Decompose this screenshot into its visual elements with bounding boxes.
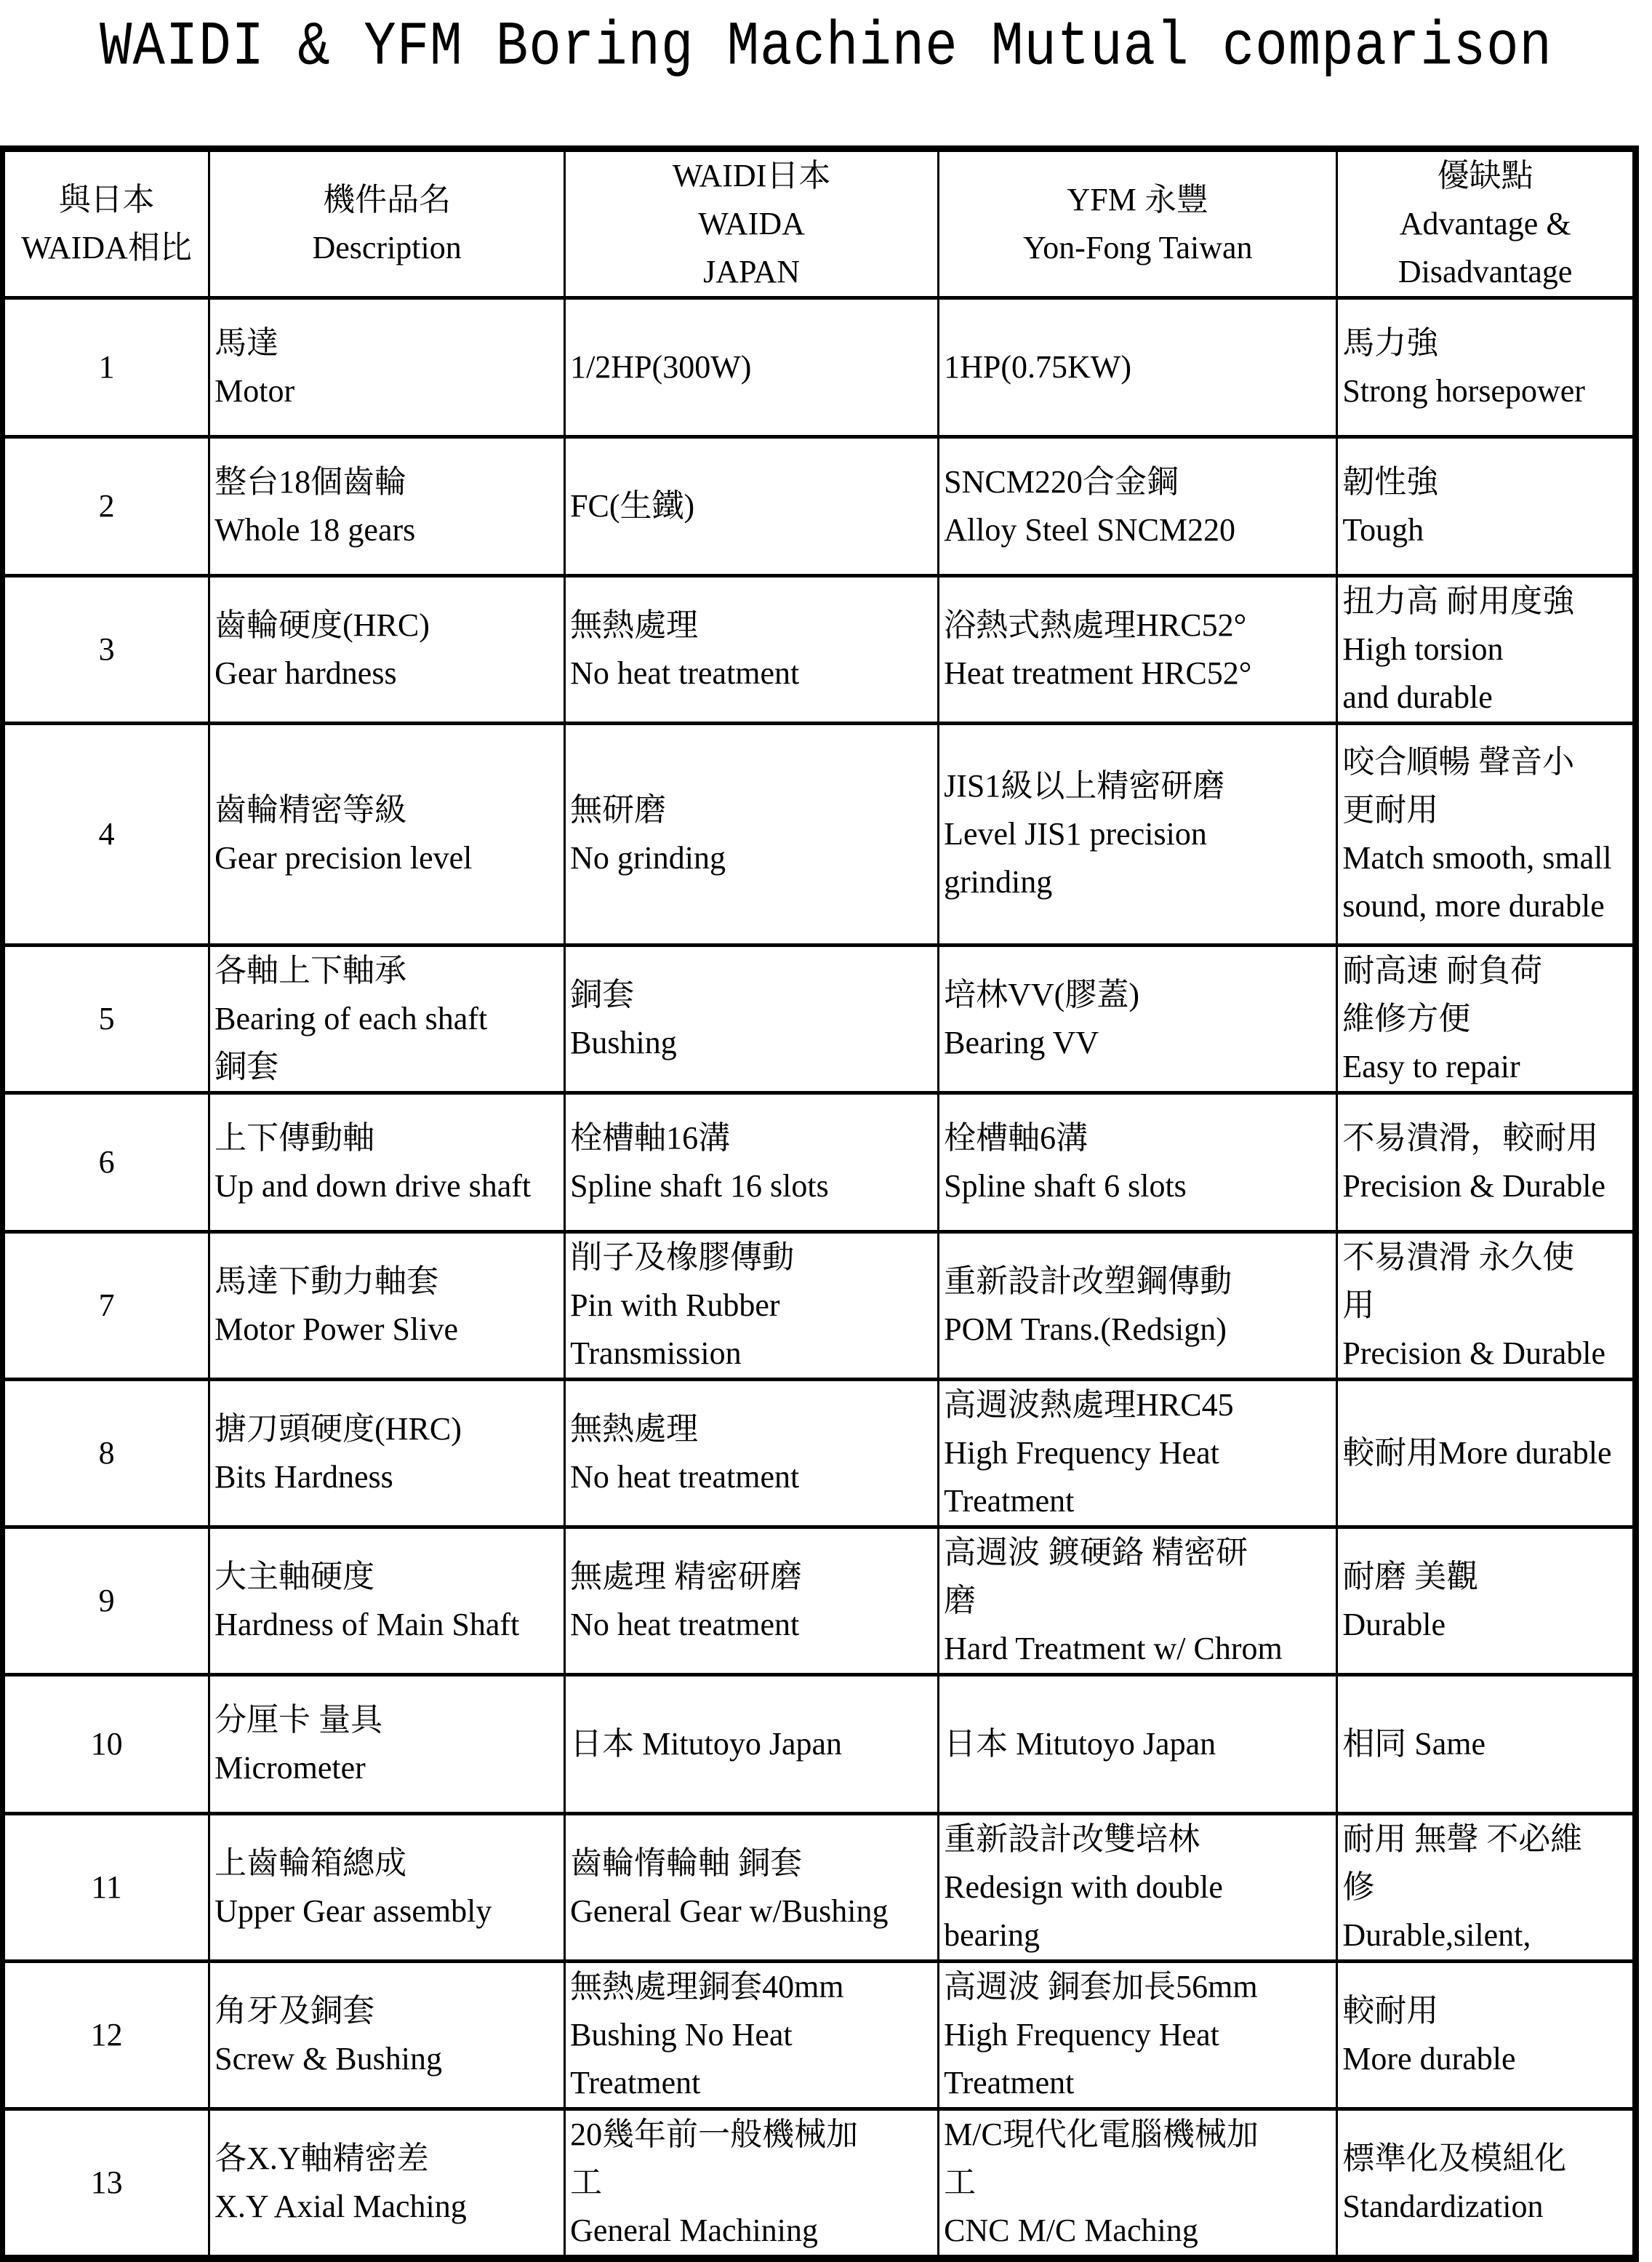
advantage-cell-line: 相同 Same — [1342, 1726, 1486, 1762]
advantage-cell-line: More durable — [1342, 2041, 1516, 2077]
description-cell-line: 分厘卡 量具 — [214, 1702, 383, 1738]
advantage-cell-line: High torsion — [1342, 631, 1504, 667]
header-yfm-taiwan: YFM 永豐 Yon-Fong Taiwan — [939, 149, 1337, 298]
waida-spec-cell — [565, 724, 939, 946]
table-row — [3, 946, 1636, 1093]
yfm-spec-cell — [939, 437, 1337, 576]
description-cell — [209, 1527, 565, 1675]
advantage-cell — [1337, 946, 1636, 1093]
waida-spec-cell-line: 削子及橡膠傳動 — [570, 1239, 795, 1275]
table-row — [3, 1093, 1636, 1232]
waida-spec-cell-line: General Gear w/Bushing — [570, 1893, 889, 1929]
description-cell-line: Up and down drive shaft — [214, 1168, 532, 1204]
waida-spec-cell-line: 無處理 精密研磨 — [570, 1559, 803, 1594]
row-number-cell: 10 — [3, 1675, 209, 1814]
description-cell-line: Screw & Bushing — [214, 2041, 443, 2077]
description-cell-line: Upper Gear assembly — [214, 1893, 492, 1929]
description-cell — [209, 437, 565, 576]
waida-spec-cell-line: 銅套 — [570, 977, 635, 1012]
table-row — [3, 1814, 1636, 1962]
description-cell-line: Motor — [214, 373, 295, 409]
yfm-spec-cell-line: High Frequency Heat — [944, 2017, 1219, 2053]
header-description: 機件品名 Description — [209, 149, 565, 298]
waida-spec-cell-line: FC(生鐵) — [570, 488, 695, 524]
waida-spec-cell-line: 無熱處理銅套40mm — [570, 1969, 844, 2005]
yfm-spec-cell-line: 重新設計改雙培林 — [944, 1821, 1200, 1857]
row-number-cell: 9 — [3, 1527, 209, 1675]
description-cell — [209, 724, 565, 946]
advantage-cell-line: Easy to repair — [1342, 1049, 1520, 1084]
yfm-spec-cell — [939, 1962, 1337, 2109]
waida-spec-cell-line: 無研磨 — [570, 792, 667, 828]
advantage-cell-line: 更耐用 — [1342, 792, 1439, 828]
advantage-cell — [1337, 1675, 1636, 1814]
waida-spec-cell-line: No grinding — [570, 840, 726, 876]
yfm-spec-cell-line: Treatment — [944, 1483, 1075, 1519]
description-cell-line: Bearing of each shaft — [214, 1001, 488, 1036]
description-cell-line: 各軸上下軸承 — [214, 953, 407, 988]
advantage-cell-line: 維修方便 — [1342, 1001, 1471, 1036]
yfm-spec-cell-line: Heat treatment HRC52° — [944, 655, 1252, 691]
advantage-cell — [1337, 1814, 1636, 1962]
yfm-spec-cell-line: 培林VV(膠蓋) — [944, 977, 1139, 1012]
yfm-spec-cell-line: POM Trans.(Redsign) — [944, 1311, 1227, 1347]
yfm-spec-cell-line: Spline shaft 6 slots — [944, 1168, 1187, 1204]
description-cell-line: Gear precision level — [214, 840, 473, 876]
description-cell — [209, 576, 565, 724]
waida-spec-cell-line: No heat treatment — [570, 1607, 800, 1642]
yfm-spec-cell — [939, 1380, 1337, 1527]
waida-spec-cell-line: 栓槽軸16溝 — [570, 1120, 731, 1156]
description-cell-line: Gear hardness — [214, 655, 397, 691]
yfm-spec-cell-line: 1HP(0.75KW) — [944, 349, 1131, 385]
advantage-cell-line: 標準化及模組化 — [1342, 2141, 1567, 2176]
row-number-cell: 6 — [3, 1093, 209, 1232]
waida-spec-cell-line: Treatment — [570, 2065, 701, 2101]
page-title: WAIDI & YFM Boring Machine Mutual comparison — [100, 12, 1552, 84]
yfm-spec-cell-line: 磨 — [944, 1583, 977, 1618]
yfm-spec-cell — [939, 1232, 1337, 1380]
advantage-cell — [1337, 1232, 1636, 1380]
yfm-spec-cell-line: Level JIS1 precision — [944, 816, 1207, 852]
waida-spec-cell — [565, 946, 939, 1093]
advantage-cell-line: and durable — [1342, 679, 1493, 715]
advantage-cell-line: 耐高速 耐負荷 — [1342, 953, 1543, 988]
yfm-spec-cell — [939, 2109, 1337, 2259]
waida-spec-cell-line: No heat treatment — [570, 655, 800, 691]
yfm-spec-cell-line: 栓槽軸6溝 — [944, 1120, 1088, 1156]
yfm-spec-cell-line: M/C現代化電腦機械加 — [944, 2117, 1259, 2152]
yfm-spec-cell-line: High Frequency Heat — [944, 1435, 1219, 1471]
advantage-cell-line: Precision & Durable — [1342, 1335, 1606, 1371]
yfm-spec-cell-line: 浴熱式熱處理HRC52° — [944, 607, 1247, 643]
yfm-spec-cell — [939, 724, 1337, 946]
yfm-spec-cell — [939, 1527, 1337, 1675]
advantage-cell-line: 較耐用 — [1342, 1993, 1439, 2029]
waida-spec-cell — [565, 1527, 939, 1675]
waida-spec-cell-line: No heat treatment — [570, 1459, 800, 1495]
yfm-spec-cell-line: 日本 Mitutoyo Japan — [944, 1726, 1216, 1762]
waida-spec-cell-line: Spline shaft 16 slots — [570, 1168, 829, 1204]
header-waidi-japan: WAIDI日本 WAIDA JAPAN — [565, 149, 939, 298]
row-number-cell: 2 — [3, 437, 209, 576]
yfm-spec-cell — [939, 298, 1337, 437]
table-row — [3, 1232, 1636, 1380]
advantage-cell — [1337, 576, 1636, 724]
description-cell — [209, 1093, 565, 1232]
description-cell — [209, 1675, 565, 1814]
description-cell-line: 搪刀頭硬度(HRC) — [214, 1411, 462, 1447]
waida-spec-cell-line: 齒輪惰輪軸 銅套 — [570, 1845, 803, 1881]
waida-spec-cell-line: 無熱處理 — [570, 607, 699, 643]
table-row — [3, 1380, 1636, 1527]
waida-spec-cell — [565, 2109, 939, 2259]
yfm-spec-cell-line: Treatment — [944, 2065, 1075, 2101]
advantage-cell-line: Durable,silent, — [1342, 1917, 1531, 1953]
table-row — [3, 724, 1636, 946]
description-cell — [209, 1380, 565, 1527]
waida-spec-cell-line: Bushing No Heat — [570, 2017, 793, 2053]
description-cell — [209, 946, 565, 1093]
yfm-spec-cell-line: 工 — [944, 2165, 977, 2200]
description-cell-line: Whole 18 gears — [214, 512, 416, 548]
description-cell-line: Motor Power Slive — [214, 1311, 459, 1347]
yfm-spec-cell-line: 高週波 鍍硬鉻 精密研 — [944, 1535, 1248, 1570]
waida-spec-cell — [565, 1093, 939, 1232]
yfm-spec-cell-line: 高週波熱處理HRC45 — [944, 1387, 1234, 1423]
yfm-spec-cell — [939, 946, 1337, 1093]
row-number-cell: 11 — [3, 1814, 209, 1962]
table-row — [3, 1527, 1636, 1675]
table-row — [3, 298, 1636, 437]
advantage-cell-line: Match smooth, small — [1342, 840, 1612, 876]
advantage-cell-line: Durable — [1342, 1607, 1446, 1642]
advantage-cell — [1337, 298, 1636, 437]
table-row — [3, 2109, 1636, 2259]
description-cell-line: 上下傳動軸 — [214, 1120, 375, 1156]
advantage-cell-line: 耐用 無聲 不必維 — [1342, 1821, 1583, 1857]
description-cell — [209, 1962, 565, 2109]
waida-spec-cell — [565, 1814, 939, 1962]
waida-spec-cell — [565, 1232, 939, 1380]
header-advantage: 優缺點 Advantage & Disadvantage — [1337, 149, 1636, 298]
waida-spec-cell-line: 日本 Mitutoyo Japan — [570, 1726, 843, 1762]
advantage-cell-line: 用 — [1342, 1287, 1375, 1323]
description-cell-line: Bits Hardness — [214, 1459, 393, 1495]
advantage-cell-line: 修 — [1342, 1869, 1375, 1905]
row-number-cell: 1 — [3, 298, 209, 437]
yfm-spec-cell-line: Bearing VV — [944, 1025, 1099, 1060]
advantage-cell-line: Precision & Durable — [1342, 1168, 1606, 1204]
waida-spec-cell — [565, 298, 939, 437]
yfm-spec-cell-line: SNCM220合金鋼 — [944, 464, 1179, 500]
yfm-spec-cell-line: CNC M/C Maching — [944, 2213, 1198, 2248]
yfm-spec-cell-line: Alloy Steel SNCM220 — [944, 512, 1236, 548]
description-cell — [209, 1814, 565, 1962]
row-number-cell: 7 — [3, 1232, 209, 1380]
advantage-cell — [1337, 437, 1636, 576]
description-cell-line: 各X.Y軸精密差 — [214, 2141, 429, 2176]
row-number-cell: 5 — [3, 946, 209, 1093]
waida-spec-cell — [565, 1675, 939, 1814]
advantage-cell-line: 馬力強 — [1342, 325, 1439, 361]
description-cell-line: 上齒輪箱總成 — [214, 1845, 407, 1881]
description-cell — [209, 2109, 565, 2259]
advantage-cell-line: 不易潰滑 永久使 — [1342, 1239, 1575, 1275]
yfm-spec-cell — [939, 576, 1337, 724]
advantage-cell-line: sound, more durable — [1342, 888, 1605, 924]
advantage-cell-line: Tough — [1342, 512, 1424, 548]
table-row — [3, 437, 1636, 576]
yfm-spec-cell — [939, 1675, 1337, 1814]
advantage-cell-line: Standardization — [1342, 2189, 1544, 2224]
waida-spec-cell-line: 20幾年前一般機械加 — [570, 2117, 859, 2152]
table-row — [3, 1962, 1636, 2109]
advantage-cell-line: 扭力高 耐用度強 — [1342, 583, 1575, 619]
header-compare-with-waida: 與日本 WAIDA相比 — [3, 149, 209, 298]
waida-spec-cell-line: 1/2HP(300W) — [570, 349, 752, 385]
waida-spec-cell — [565, 1962, 939, 2109]
advantage-cell — [1337, 724, 1636, 946]
row-number-cell: 4 — [3, 724, 209, 946]
description-cell-line: 齒輪硬度(HRC) — [214, 607, 430, 643]
description-cell — [209, 298, 565, 437]
yfm-spec-cell-line: Hard Treatment w/ Chrom — [944, 1631, 1283, 1666]
yfm-spec-cell-line: 重新設計改塑鋼傳動 — [944, 1263, 1232, 1299]
row-number-cell: 12 — [3, 1962, 209, 2109]
row-number-cell: 13 — [3, 2109, 209, 2259]
description-cell-line: Hardness of Main Shaft — [214, 1607, 520, 1642]
advantage-cell-line: 韌性強 — [1342, 464, 1439, 500]
advantage-cell — [1337, 1093, 1636, 1232]
table-row — [3, 1675, 1636, 1814]
advantage-cell — [1337, 1380, 1636, 1527]
description-cell-line: 角牙及銅套 — [214, 1993, 375, 2029]
yfm-spec-cell-line: JIS1級以上精密研磨 — [944, 768, 1225, 804]
waida-spec-cell-line: Transmission — [570, 1335, 742, 1371]
waida-spec-cell-line: General Machining — [570, 2213, 818, 2248]
yfm-spec-cell — [939, 1814, 1337, 1962]
advantage-cell-line: 較耐用More durable — [1342, 1435, 1612, 1471]
advantage-cell — [1337, 1962, 1636, 2109]
advantage-cell — [1337, 2109, 1636, 2259]
description-cell-line: 馬達 — [214, 325, 279, 361]
advantage-cell-line: 不易潰滑，較耐用 — [1342, 1120, 1599, 1156]
description-cell-line: 整台18個齒輪 — [214, 464, 407, 500]
table-row — [3, 576, 1636, 724]
yfm-spec-cell-line: 高週波 銅套加長56mm — [944, 1969, 1258, 2005]
advantage-cell-line: 咬合順暢 聲音小 — [1342, 744, 1575, 780]
description-cell-line: 大主軸硬度 — [214, 1559, 375, 1594]
description-cell-line: 銅套 — [214, 1049, 279, 1084]
description-cell-line: 馬達下動力軸套 — [214, 1263, 439, 1299]
advantage-cell-line: Strong horsepower — [1342, 373, 1585, 409]
description-cell-line: 齒輪精密等級 — [214, 792, 407, 828]
waida-spec-cell — [565, 437, 939, 576]
row-number-cell: 8 — [3, 1380, 209, 1527]
yfm-spec-cell-line: grinding — [944, 864, 1053, 900]
waida-spec-cell — [565, 1380, 939, 1527]
waida-spec-cell-line: 無熱處理 — [570, 1411, 699, 1447]
description-cell-line: X.Y Axial Maching — [214, 2189, 467, 2224]
yfm-spec-cell-line: bearing — [944, 1917, 1040, 1953]
header-row — [3, 149, 1636, 298]
waida-spec-cell-line: Bushing — [570, 1025, 677, 1060]
yfm-spec-cell-line: Redesign with double — [944, 1869, 1223, 1905]
waida-spec-cell — [565, 576, 939, 724]
table-body — [3, 298, 1636, 2259]
waida-spec-cell-line: 工 — [570, 2165, 603, 2200]
comparison-table — [0, 145, 1639, 2262]
advantage-cell-line: 耐磨 美觀 — [1342, 1559, 1479, 1594]
row-number-cell: 3 — [3, 576, 209, 724]
advantage-cell — [1337, 1527, 1636, 1675]
description-cell-line: Micrometer — [214, 1750, 366, 1786]
waida-spec-cell-line: Pin with Rubber — [570, 1287, 780, 1323]
description-cell — [209, 1232, 565, 1380]
yfm-spec-cell — [939, 1093, 1337, 1232]
